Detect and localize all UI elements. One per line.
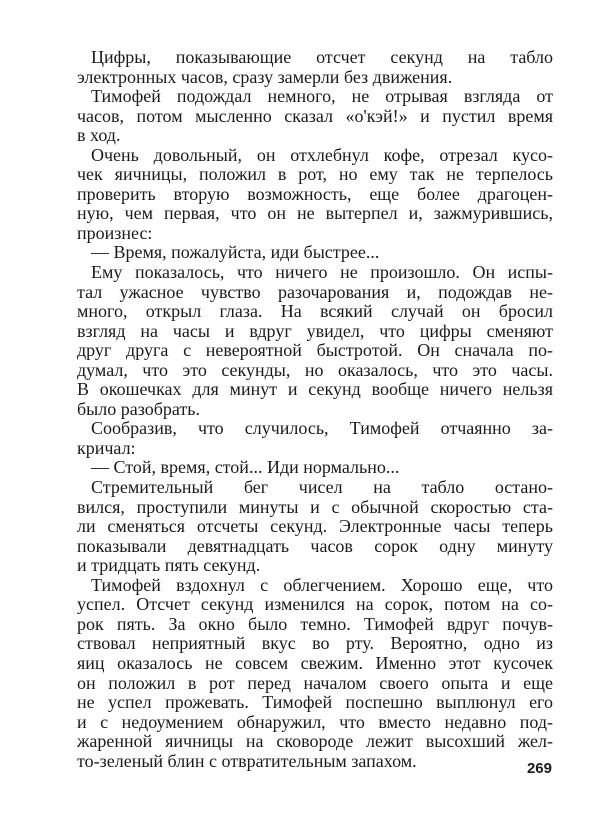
- text-line: Очень довольный, он отхлебнул кофе, отрезал кусо-: [91, 144, 553, 165]
- text-line: ли сменяться отсчеты секунд. Электронные часы теперь: [77, 516, 553, 537]
- page-number: 269: [526, 760, 552, 777]
- text-line: было разобрать.: [77, 398, 200, 419]
- text-line: и с недоумением обнаружил, что вместо недавно под-: [77, 711, 553, 732]
- text-line: произнес:: [77, 222, 153, 243]
- text-line: в ход.: [77, 125, 121, 146]
- text-line: думал, что это секунды, но оказалось, что это часы.: [77, 359, 553, 380]
- text-line: то-зеленый блин с отвратительным запахом.: [77, 750, 417, 771]
- text-line: взгляд на часы и вдруг увидел, что цифры сменяют: [77, 320, 553, 341]
- paragraph: [77, 87, 553, 146]
- paragraph: [77, 263, 553, 419]
- text-line: не успел прожевать. Тимофей поспешно выплюнул его: [77, 692, 553, 713]
- text-line: — Время, пожалуйста, иди быстрее...: [91, 242, 380, 263]
- text-line: Сообразив, что случилось, Тимофей отчаянно за-: [91, 418, 553, 439]
- text-line: Стремительный бег чисел на табло остано-: [91, 477, 553, 498]
- text-line: друг друга с невероятной быстротой. Он сначала по-: [77, 340, 553, 361]
- paragraph: [77, 478, 553, 576]
- paragraph: [77, 576, 553, 771]
- text-line: Ему показалось, что ничего не произошло. Он испы-: [91, 262, 553, 283]
- text-line: и тридцать пять секунд.: [77, 555, 261, 576]
- text-line: успел. Отсчет секунд изменился на сорок, потом на со-: [77, 594, 553, 615]
- paragraph: [77, 146, 553, 244]
- text-line: вился, проступили минуты и с обычной скоростью ста-: [77, 496, 553, 517]
- text-line: Цифры, показывающие отсчет секунд на табло: [91, 47, 553, 67]
- paragraph: [77, 243, 553, 263]
- body-text: [77, 48, 553, 771]
- text-line: тал ужасное чувство разочарования и, подождав не-: [77, 281, 553, 302]
- text-line: Тимофей подождал немного, не отрывая взгляда от: [91, 86, 553, 107]
- paragraph: [77, 48, 553, 87]
- text-line: проверить вторую возможность, еще более драгоцен-: [77, 183, 553, 204]
- text-line: электронных часов, сразу замерли без движения.: [77, 66, 453, 87]
- text-line: ствовал неприятный вкус во рту. Вероятно, одно из: [77, 633, 553, 654]
- text-line: жаренной яичницы на сковороде лежит высохший жел-: [77, 731, 553, 752]
- text-line: много, открыл глаза. На всякий случай он бросил: [77, 301, 553, 322]
- text-line: — Стой, время, стой... Иди нормально...: [91, 457, 400, 478]
- text-line: В окошечках для минут и секунд вообще ничего нельзя: [77, 379, 553, 400]
- text-line: кричал:: [77, 437, 136, 458]
- text-line: чек яичницы, положил в рот, но ему так не терпелось: [77, 164, 553, 185]
- text-line: часов, потом мысленно сказал «о'кэй!» и пустил время: [77, 105, 553, 126]
- text-line: показывали девятнадцать часов сорок одну минуту: [77, 535, 553, 556]
- text-line: рок пять. За окно было темно. Тимофей вдруг почув-: [77, 613, 553, 634]
- text-line: он положил в рот перед началом своего опыта и еще: [77, 672, 553, 693]
- text-line: яиц оказалось не совсем свежим. Именно этот кусочек: [77, 652, 553, 673]
- paragraph: [77, 419, 553, 458]
- paragraph: [77, 458, 553, 478]
- text-line: Тимофей вздохнул с облегчением. Хорошо еще, что: [91, 574, 553, 595]
- text-line: ную, чем первая, что он не вытерпел и, зажмурившись,: [77, 203, 553, 224]
